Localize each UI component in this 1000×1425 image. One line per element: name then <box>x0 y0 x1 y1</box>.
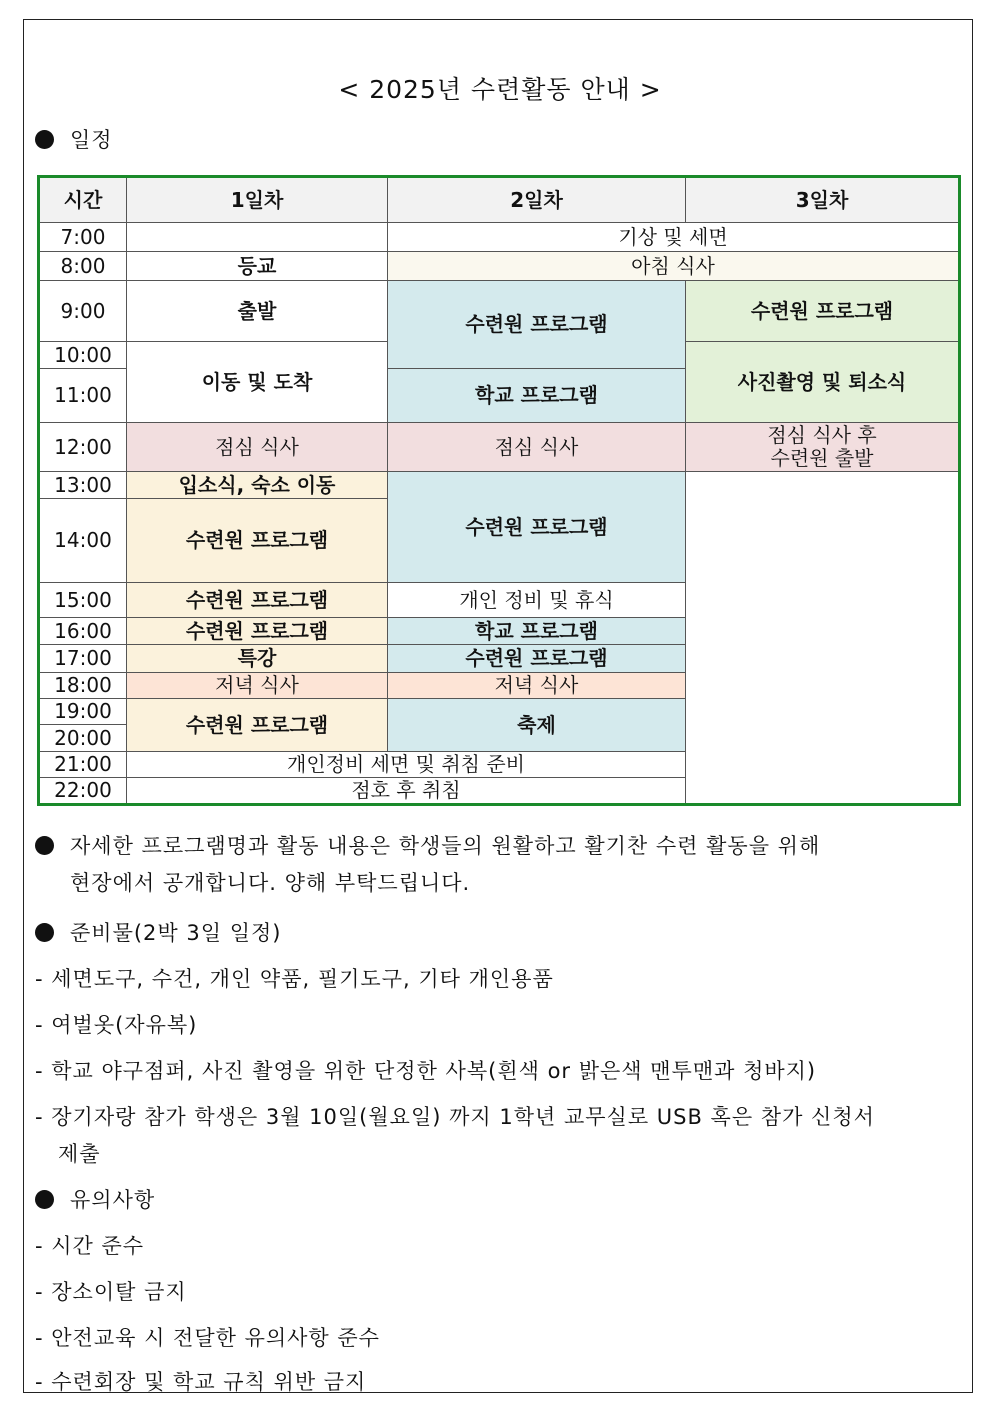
day1-depart-cell: 출발 <box>127 281 388 342</box>
time-cell: 10:00 <box>40 342 127 369</box>
caution-item: - 장소이탈 금지 <box>35 1280 187 1304</box>
table-row <box>40 252 959 281</box>
day2-afternoon-program-cell: 수련원 프로그램 <box>388 472 686 583</box>
table-header-row <box>40 178 959 223</box>
day1-arrival-cell: 등교 <box>127 252 388 281</box>
section-supplies-label: 준비물(2박 3일 일정) <box>70 921 282 945</box>
day1-lecture-cell: 특강 <box>127 645 388 673</box>
day1-program-16-cell: 수련원 프로그램 <box>127 618 388 645</box>
time-cell: 7:00 <box>40 223 127 252</box>
header-day2: 2일차 <box>388 178 686 223</box>
bullet-icon <box>35 130 54 149</box>
day2-program-17-cell: 수련원 프로그램 <box>388 645 686 673</box>
wake-cell: 기상 및 세면 <box>388 223 959 252</box>
section-cautions-label: 유의사항 <box>70 1188 156 1212</box>
section-supplies <box>35 917 281 947</box>
supply-item: - 학교 야구점퍼, 사진 촬영을 위한 단정한 사복(흰색 or 밝은색 맨투맨과 청바지) <box>35 1059 817 1083</box>
bullet-icon <box>35 836 54 855</box>
day3-photo-cell: 사진촬영 및 퇴소식 <box>686 342 959 423</box>
time-cell: 17:00 <box>40 645 127 673</box>
time-cell: 19:00 <box>40 699 127 725</box>
header-day1: 1일차 <box>127 178 388 223</box>
day3-lunch-line1: 점심 식사 후 <box>767 423 877 447</box>
day1-move-cell: 이동 및 도착 <box>127 342 388 423</box>
table-row <box>40 472 959 499</box>
time-cell: 9:00 <box>40 281 127 342</box>
notice-paragraph <box>35 828 820 902</box>
bullet-icon <box>35 923 54 942</box>
time-cell: 16:00 <box>40 618 127 645</box>
rollcall-sleep-cell: 점호 후 취침 <box>127 778 686 804</box>
time-cell: 13:00 <box>40 472 127 499</box>
table-row <box>40 423 959 472</box>
day1-program-14-cell: 수련원 프로그램 <box>127 499 388 583</box>
day1-evening-program-cell: 수련원 프로그램 <box>127 699 388 752</box>
section-cautions <box>35 1184 155 1214</box>
day1-program-15-cell: 수련원 프로그램 <box>127 583 388 618</box>
day2-school-program-16-cell: 학교 프로그램 <box>388 618 686 645</box>
day3-lunch-cell <box>686 423 959 472</box>
time-cell: 22:00 <box>40 778 127 804</box>
schedule-table <box>39 177 959 804</box>
caution-item: - 시간 준수 <box>35 1234 145 1258</box>
day3-lunch-line2: 수련원 출발 <box>770 446 874 470</box>
time-cell: 14:00 <box>40 499 127 583</box>
day3-program-cell: 수련원 프로그램 <box>686 281 959 342</box>
day3-empty-cell <box>686 472 959 804</box>
caution-item: - 수련회장 및 학교 규칙 위반 금지 <box>35 1370 367 1394</box>
empty-cell <box>127 223 388 252</box>
day1-dinner-cell: 저녁 식사 <box>127 673 388 699</box>
table-row <box>40 223 959 252</box>
section-schedule <box>35 124 113 154</box>
day2-dinner-cell: 저녁 식사 <box>388 673 686 699</box>
day2-festival-cell: 축제 <box>388 699 686 752</box>
table-row <box>40 281 959 342</box>
time-cell: 8:00 <box>40 252 127 281</box>
prepare-sleep-cell: 개인정비 세면 및 취침 준비 <box>127 752 686 778</box>
time-cell: 11:00 <box>40 369 127 423</box>
section-schedule-label: 일정 <box>70 128 113 152</box>
time-cell: 21:00 <box>40 752 127 778</box>
day1-entrance-cell: 입소식, 숙소 이동 <box>127 472 388 499</box>
header-time: 시간 <box>40 178 127 223</box>
time-cell: 15:00 <box>40 583 127 618</box>
day1-lunch-cell: 점심 식사 <box>127 423 388 472</box>
notice-line2: 현장에서 공개합니다. 양해 부탁드립니다. <box>70 871 471 895</box>
supply-item: - 장기자랑 참가 학생은 3월 10일(월요일) 까지 1학년 교무실로 USB 혹은 참가 신청서 <box>35 1105 875 1129</box>
day2-school-program-cell: 학교 프로그램 <box>388 369 686 423</box>
bullet-icon <box>35 1190 54 1209</box>
day2-rest-cell: 개인 정비 및 휴식 <box>388 583 686 618</box>
day2-lunch-cell: 점심 식사 <box>388 423 686 472</box>
supply-item: - 세면도구, 수건, 개인 약품, 필기도구, 기타 개인용품 <box>35 967 554 991</box>
caution-item: - 안전교육 시 전달한 유의사항 준수 <box>35 1326 380 1350</box>
day2-program-cell: 수련원 프로그램 <box>388 281 686 369</box>
page-title: < 2025년 수련활동 안내 > <box>338 75 662 104</box>
time-cell: 18:00 <box>40 673 127 699</box>
notice-line1: 자세한 프로그램명과 활동 내용은 학생들의 원활하고 활기찬 수련 활동을 위해 <box>70 834 821 858</box>
header-day3: 3일차 <box>686 178 959 223</box>
time-cell: 20:00 <box>40 725 127 752</box>
supply-item-continued: 제출 <box>58 1142 101 1166</box>
supply-item: - 여벌옷(자유복) <box>35 1013 198 1037</box>
breakfast-cell: 아침 식사 <box>388 252 959 281</box>
time-cell: 12:00 <box>40 423 127 472</box>
